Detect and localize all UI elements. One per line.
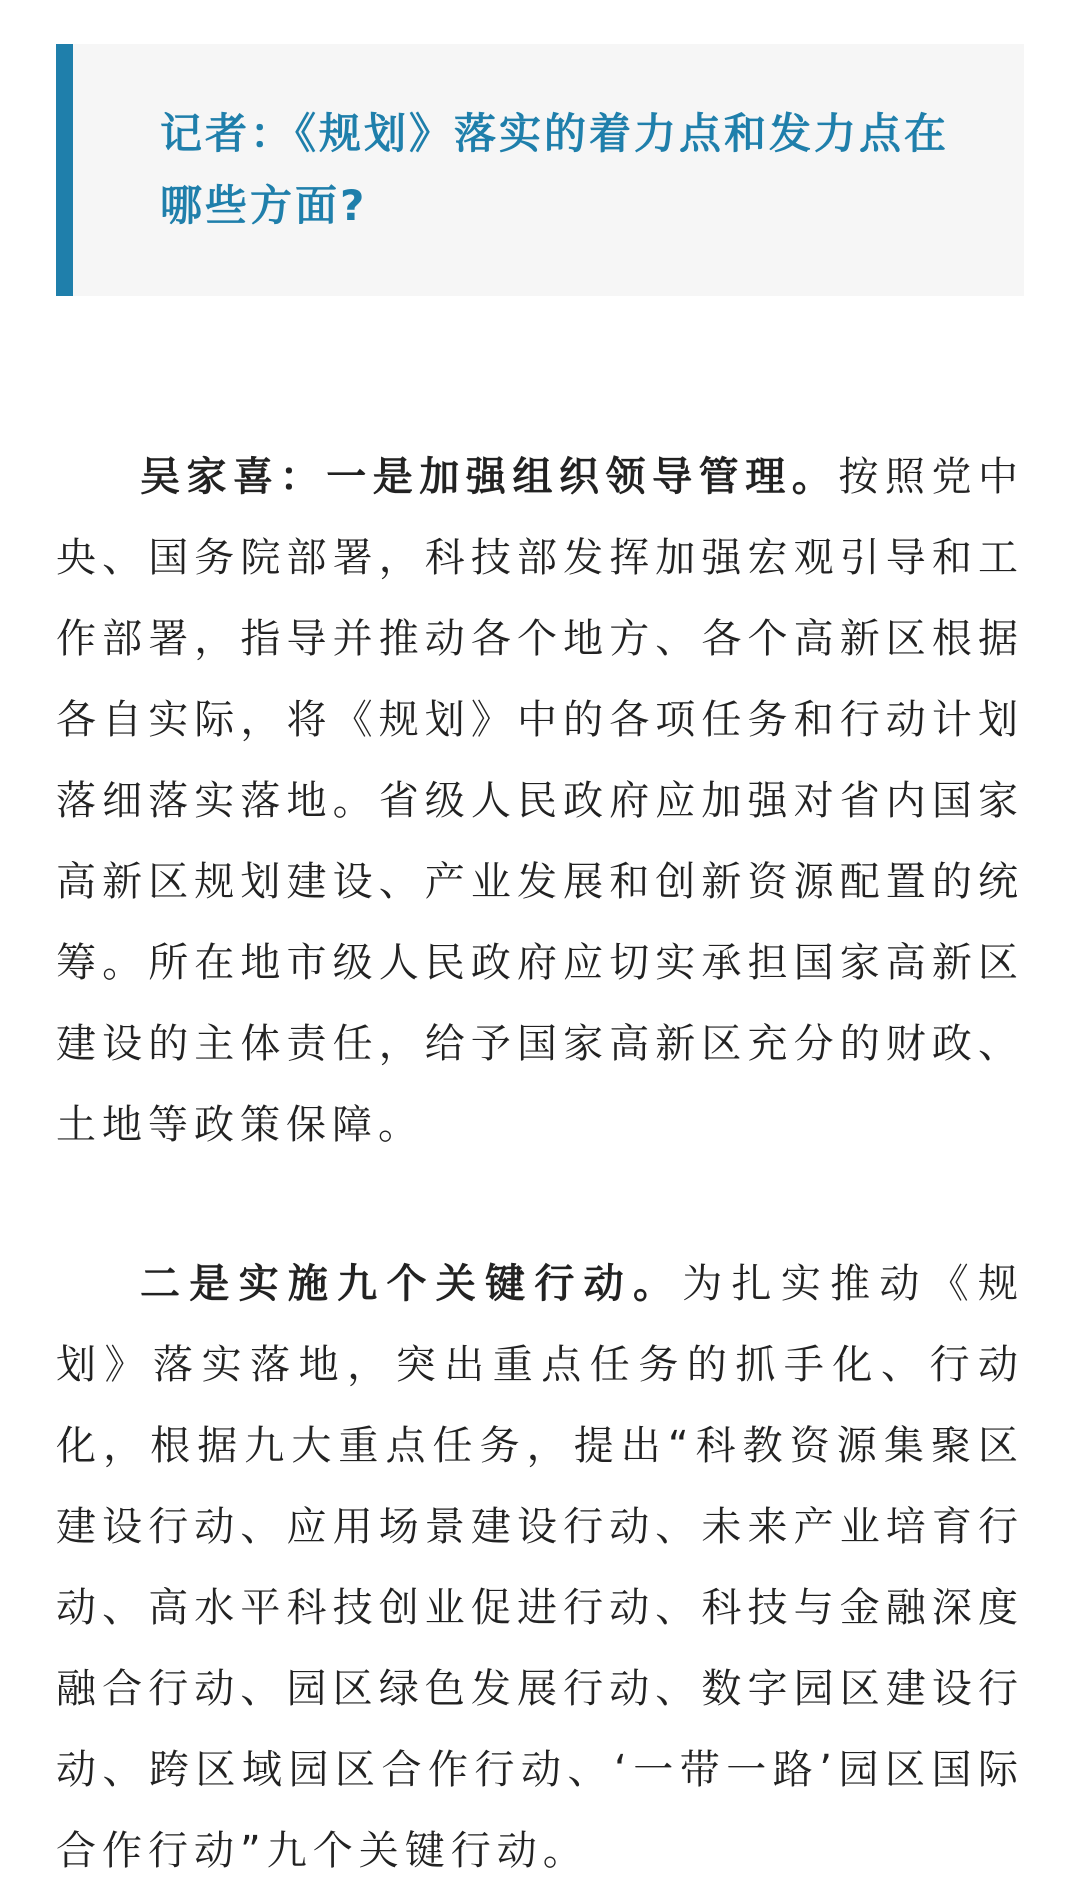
answer-paragraph-2-lead: 二是实施九个关键行动。 (140, 1261, 683, 1307)
question-text: 记者：《规划》落实的着力点和发力点在哪些方面? (160, 109, 950, 230)
answer-paragraph-1-lead: 吴家喜：一是加强组织领导管理。 (140, 454, 839, 500)
answer-paragraph-2 (56, 1244, 1024, 1892)
answer-paragraph-2-body: 为扎实推动《规划》落实落地，突出重点任务的抓手化、行动化，根据九大重点任务，提出“科教资源集聚区建设行动、应用场景建设行动、未来产业培育行动、高水平科技创业促进行动、科技与金融深度融合行动、园区绿色发展行动、数字园区建设行动、跨区域园区合作行动、‘一带一路’园区国际合作行动”九个关键行动。 (56, 1261, 1025, 1874)
answer-paragraph-1-body: 按照党中央、国务院部署，科技部发挥加强宏观引导和工作部署，指导并推动各个地方、各个高新区根据各自实际，将《规划》中的各项任务和行动计划落细落实落地。省级人民政府应加强对省内国家高新区规划建设、产业发展和创新资源配置的统筹。所在地市级人民政府应切实承担国家高新区建设的主体责任，给予国家高新区充分的财政、土地等政策保障。 (56, 454, 1025, 1148)
answer-paragraph-1 (56, 437, 1024, 1166)
question-accent-bar (56, 44, 73, 296)
question-callout (56, 44, 1024, 296)
